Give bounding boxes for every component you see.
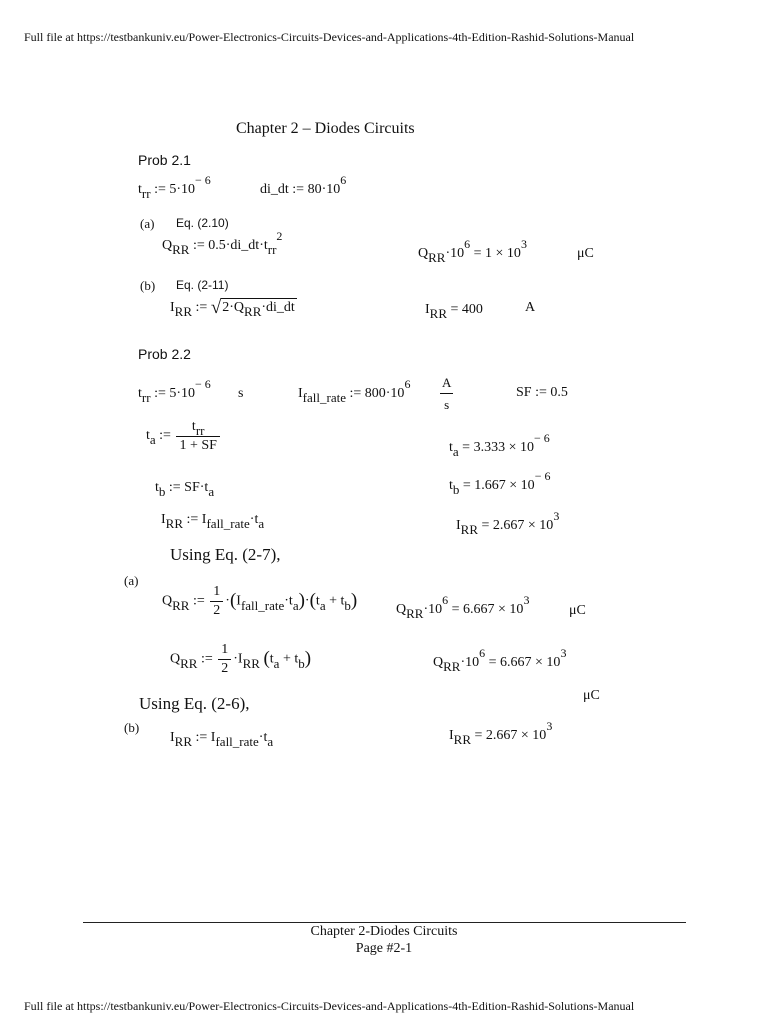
equation-qrr-definition	[162, 229, 283, 257]
math-text: I	[456, 518, 461, 533]
equation-irr-definition	[170, 297, 297, 317]
math-subscript: RR	[406, 606, 424, 621]
math-text: t	[138, 182, 142, 197]
math-text: 2·Q	[222, 300, 245, 315]
math-subscript: RR	[443, 659, 461, 674]
math-subscript: RR	[429, 306, 448, 321]
math-text: 2	[221, 661, 229, 676]
math-text: ·	[225, 593, 230, 609]
math-parenthesis: (	[229, 589, 237, 611]
math-subscript: RR	[174, 304, 193, 319]
math-subscript: a	[319, 597, 326, 613]
math-superscript: 6	[464, 237, 471, 251]
math-superscript: 3	[546, 719, 553, 733]
math-parenthesis: )	[350, 589, 358, 611]
math-text: t	[191, 419, 196, 434]
page-title: Chapter 2 – Diodes Circuits	[236, 120, 415, 137]
unit-second: s	[238, 386, 244, 401]
math-text: ·t	[249, 512, 259, 527]
math-text: + t	[325, 593, 345, 609]
footer-page-number: Page #2-1	[355, 941, 413, 956]
math-subscript: b	[298, 655, 305, 671]
unit-numerator: A	[440, 375, 453, 394]
math-parenthesis: )	[298, 589, 305, 611]
math-superscript: 3	[523, 593, 530, 607]
math-text: t	[138, 386, 142, 401]
math-text: Q	[170, 651, 181, 667]
problem-heading-2-1: Prob 2.1	[138, 152, 191, 168]
math-text: t	[315, 593, 320, 609]
equation-trr-2-2	[138, 377, 211, 405]
fraction-denominator	[176, 437, 219, 454]
math-superscript: 3	[553, 509, 560, 523]
math-text: I	[161, 512, 166, 527]
equation-ta-definition	[146, 418, 222, 454]
fraction-denominator	[210, 602, 223, 619]
part-b-label-2-2: (b)	[124, 720, 140, 735]
math-text: := I	[192, 730, 216, 745]
equation-tb-result	[449, 469, 551, 497]
math-text: + t	[279, 651, 299, 667]
math-subscript: a	[258, 516, 265, 531]
math-superscript: 2	[276, 229, 283, 243]
math-text: ·	[304, 593, 310, 609]
math-text: I	[170, 300, 175, 315]
math-text: di_dt := 80·10	[260, 182, 341, 197]
math-subscript: fall_rate	[240, 597, 285, 613]
math-text: :=	[189, 593, 209, 609]
math-text: I	[449, 728, 454, 743]
math-text: 1	[213, 584, 221, 599]
math-subscript: b	[344, 597, 351, 613]
math-text: = 3.333 × 10	[458, 440, 534, 455]
equation-reference-2-11: Eq. (2-11)	[176, 278, 229, 292]
math-subscript: RR	[244, 304, 262, 319]
math-text: Q	[418, 246, 429, 261]
equation-irr2-definition	[170, 728, 273, 747]
math-text: 2	[213, 603, 221, 618]
math-subscript: RR	[172, 597, 190, 613]
math-text: ·t	[258, 730, 268, 745]
math-subscript: a	[273, 655, 280, 671]
math-text: := 5·10	[150, 386, 196, 401]
part-a-label-2-2: (a)	[124, 573, 139, 588]
equation-irr2-result	[449, 719, 553, 747]
equation-qrr2-definition	[170, 642, 311, 677]
math-text: t	[449, 440, 453, 455]
math-text: t	[449, 478, 453, 493]
math-text: ·10	[460, 655, 480, 670]
math-square-root	[211, 297, 297, 317]
footer-chapter: Chapter 2-Diodes Circuits	[310, 924, 458, 939]
math-text: ·I	[233, 651, 243, 667]
math-text: = 1 × 10	[470, 246, 521, 261]
math-text: = 2.667 × 10	[478, 518, 554, 533]
math-superscript: 6	[340, 173, 347, 187]
equation-reference-2-10: Eq. (2.10)	[176, 216, 229, 230]
math-subscript: rr	[195, 423, 205, 438]
math-subscript: b	[158, 484, 166, 499]
math-parenthesis: )	[304, 647, 312, 669]
math-text: = 6.667 × 10	[448, 602, 524, 617]
using-eq-2-6: Using Eq. (2-6),	[139, 694, 250, 713]
math-superscript: 3	[560, 646, 567, 660]
equation-didt	[260, 173, 347, 199]
math-subscript: RR	[174, 734, 193, 749]
math-subscript: RR	[180, 655, 198, 671]
math-text: ·10	[423, 602, 443, 617]
math-text: = 1.667 × 10	[459, 478, 535, 493]
math-parenthesis: (	[263, 647, 270, 669]
math-text: :=	[197, 651, 217, 667]
math-text: SF := 0.5	[516, 385, 568, 400]
math-subscript: rr	[267, 242, 277, 257]
unit-denominator: s	[444, 397, 450, 412]
math-superscript: − 6	[534, 469, 551, 483]
math-text: Q	[396, 602, 407, 617]
math-text: I	[298, 386, 303, 401]
equation-tb-definition	[155, 478, 214, 497]
equation-qrr1-result	[396, 593, 530, 621]
math-superscript: 6	[442, 593, 449, 607]
math-text: = 6.667 × 10	[485, 655, 561, 670]
unit-microcoulomb-3: μC	[583, 688, 600, 703]
fraction-numerator	[210, 584, 223, 602]
math-text: = 2.667 × 10	[471, 728, 547, 743]
math-text: ·di_dt	[261, 300, 295, 315]
unit-microcoulomb-2: μC	[569, 603, 586, 618]
math-text: Q	[162, 238, 173, 253]
math-subscript: a	[208, 484, 215, 499]
equation-irr-result-2-2	[456, 509, 560, 537]
math-fraction	[176, 418, 219, 454]
math-text: :=	[155, 428, 175, 444]
math-subscript: rr	[141, 186, 151, 201]
footer-divider	[83, 922, 686, 923]
math-superscript: − 6	[533, 431, 550, 445]
math-superscript: 6	[479, 646, 486, 660]
problem-heading-2-2: Prob 2.2	[138, 346, 191, 362]
math-subscript: fall_rate	[206, 516, 250, 531]
math-subscript: RR	[172, 242, 190, 257]
equation-qrr2-result	[433, 646, 567, 674]
math-subscript: fall_rate	[302, 390, 346, 405]
math-text: t	[155, 480, 159, 495]
math-text: t	[269, 651, 274, 667]
math-subscript: RR	[453, 732, 472, 747]
header-source-link: Full file at https://testbankuniv.eu/Power-Electronics-Circuits-Devices-and-Applications-4th-Edition-Rashid-Solutions-Manual	[24, 30, 635, 44]
equation-irr-definition-2-2	[161, 510, 264, 529]
unit-ampere: A	[525, 300, 536, 315]
math-text: t	[146, 428, 150, 444]
math-subscript: RR	[460, 522, 479, 537]
equation-irr-result	[425, 300, 483, 319]
math-text: I	[170, 730, 175, 745]
math-superscript: − 6	[195, 173, 211, 187]
equation-qrr-result	[418, 237, 527, 265]
math-subscript: RR	[428, 250, 446, 265]
math-superscript: 3	[520, 237, 527, 251]
math-fraction	[210, 584, 223, 619]
math-subscript: a	[267, 734, 274, 749]
unit-microcoulomb: μC	[577, 246, 594, 261]
footer-source-link: Full file at https://testbankuniv.eu/Power-Electronics-Circuits-Devices-and-Applications-4th-Edition-Rashid-Solutions-Manual	[24, 999, 635, 1013]
math-text: := I	[183, 512, 207, 527]
math-text: := SF·t	[165, 480, 209, 495]
math-text: := 800·10	[345, 386, 405, 401]
math-text: I	[425, 302, 430, 317]
radicand	[221, 298, 297, 319]
math-text: :=	[192, 300, 211, 315]
equation-ifall-rate	[298, 377, 411, 405]
equation-ta-result	[449, 431, 550, 459]
fraction-denominator	[218, 660, 231, 677]
math-text: 1 + SF	[179, 438, 217, 453]
math-text: I	[236, 593, 241, 609]
part-b-label-2-1: (b)	[140, 278, 156, 293]
math-parenthesis: (	[309, 589, 316, 611]
equation-trr-2-1	[138, 173, 211, 201]
math-text: ·t	[284, 593, 293, 609]
math-subscript: rr	[141, 390, 151, 405]
radical-sign-icon: √	[210, 297, 222, 318]
math-superscript: − 6	[195, 377, 211, 391]
math-text: 1	[221, 642, 229, 657]
math-subscript: fall_rate	[215, 734, 259, 749]
equation-qrr1-definition	[162, 584, 357, 619]
math-subscript: b	[452, 482, 460, 497]
fraction-numerator	[176, 418, 219, 437]
unit-ampere-per-second	[440, 375, 453, 413]
fraction-numerator	[218, 642, 231, 660]
math-subscript: a	[452, 444, 459, 459]
math-fraction	[218, 642, 231, 677]
math-subscript: RR	[165, 516, 184, 531]
math-text: := 5·10	[150, 182, 196, 197]
math-text: = 400	[447, 302, 483, 317]
math-subscript: a	[292, 597, 299, 613]
math-text: Q	[162, 593, 173, 609]
math-superscript: 6	[404, 377, 411, 391]
part-a-label-2-1: (a)	[140, 216, 155, 231]
equation-sf	[516, 384, 568, 402]
math-text: Q	[433, 655, 444, 670]
using-eq-2-7: Using Eq. (2-7),	[170, 545, 281, 564]
math-text: := 0.5·di_dt·t	[189, 238, 268, 253]
math-subscript: RR	[242, 655, 260, 671]
math-text: ·10	[445, 246, 465, 261]
math-subscript: a	[149, 432, 156, 448]
